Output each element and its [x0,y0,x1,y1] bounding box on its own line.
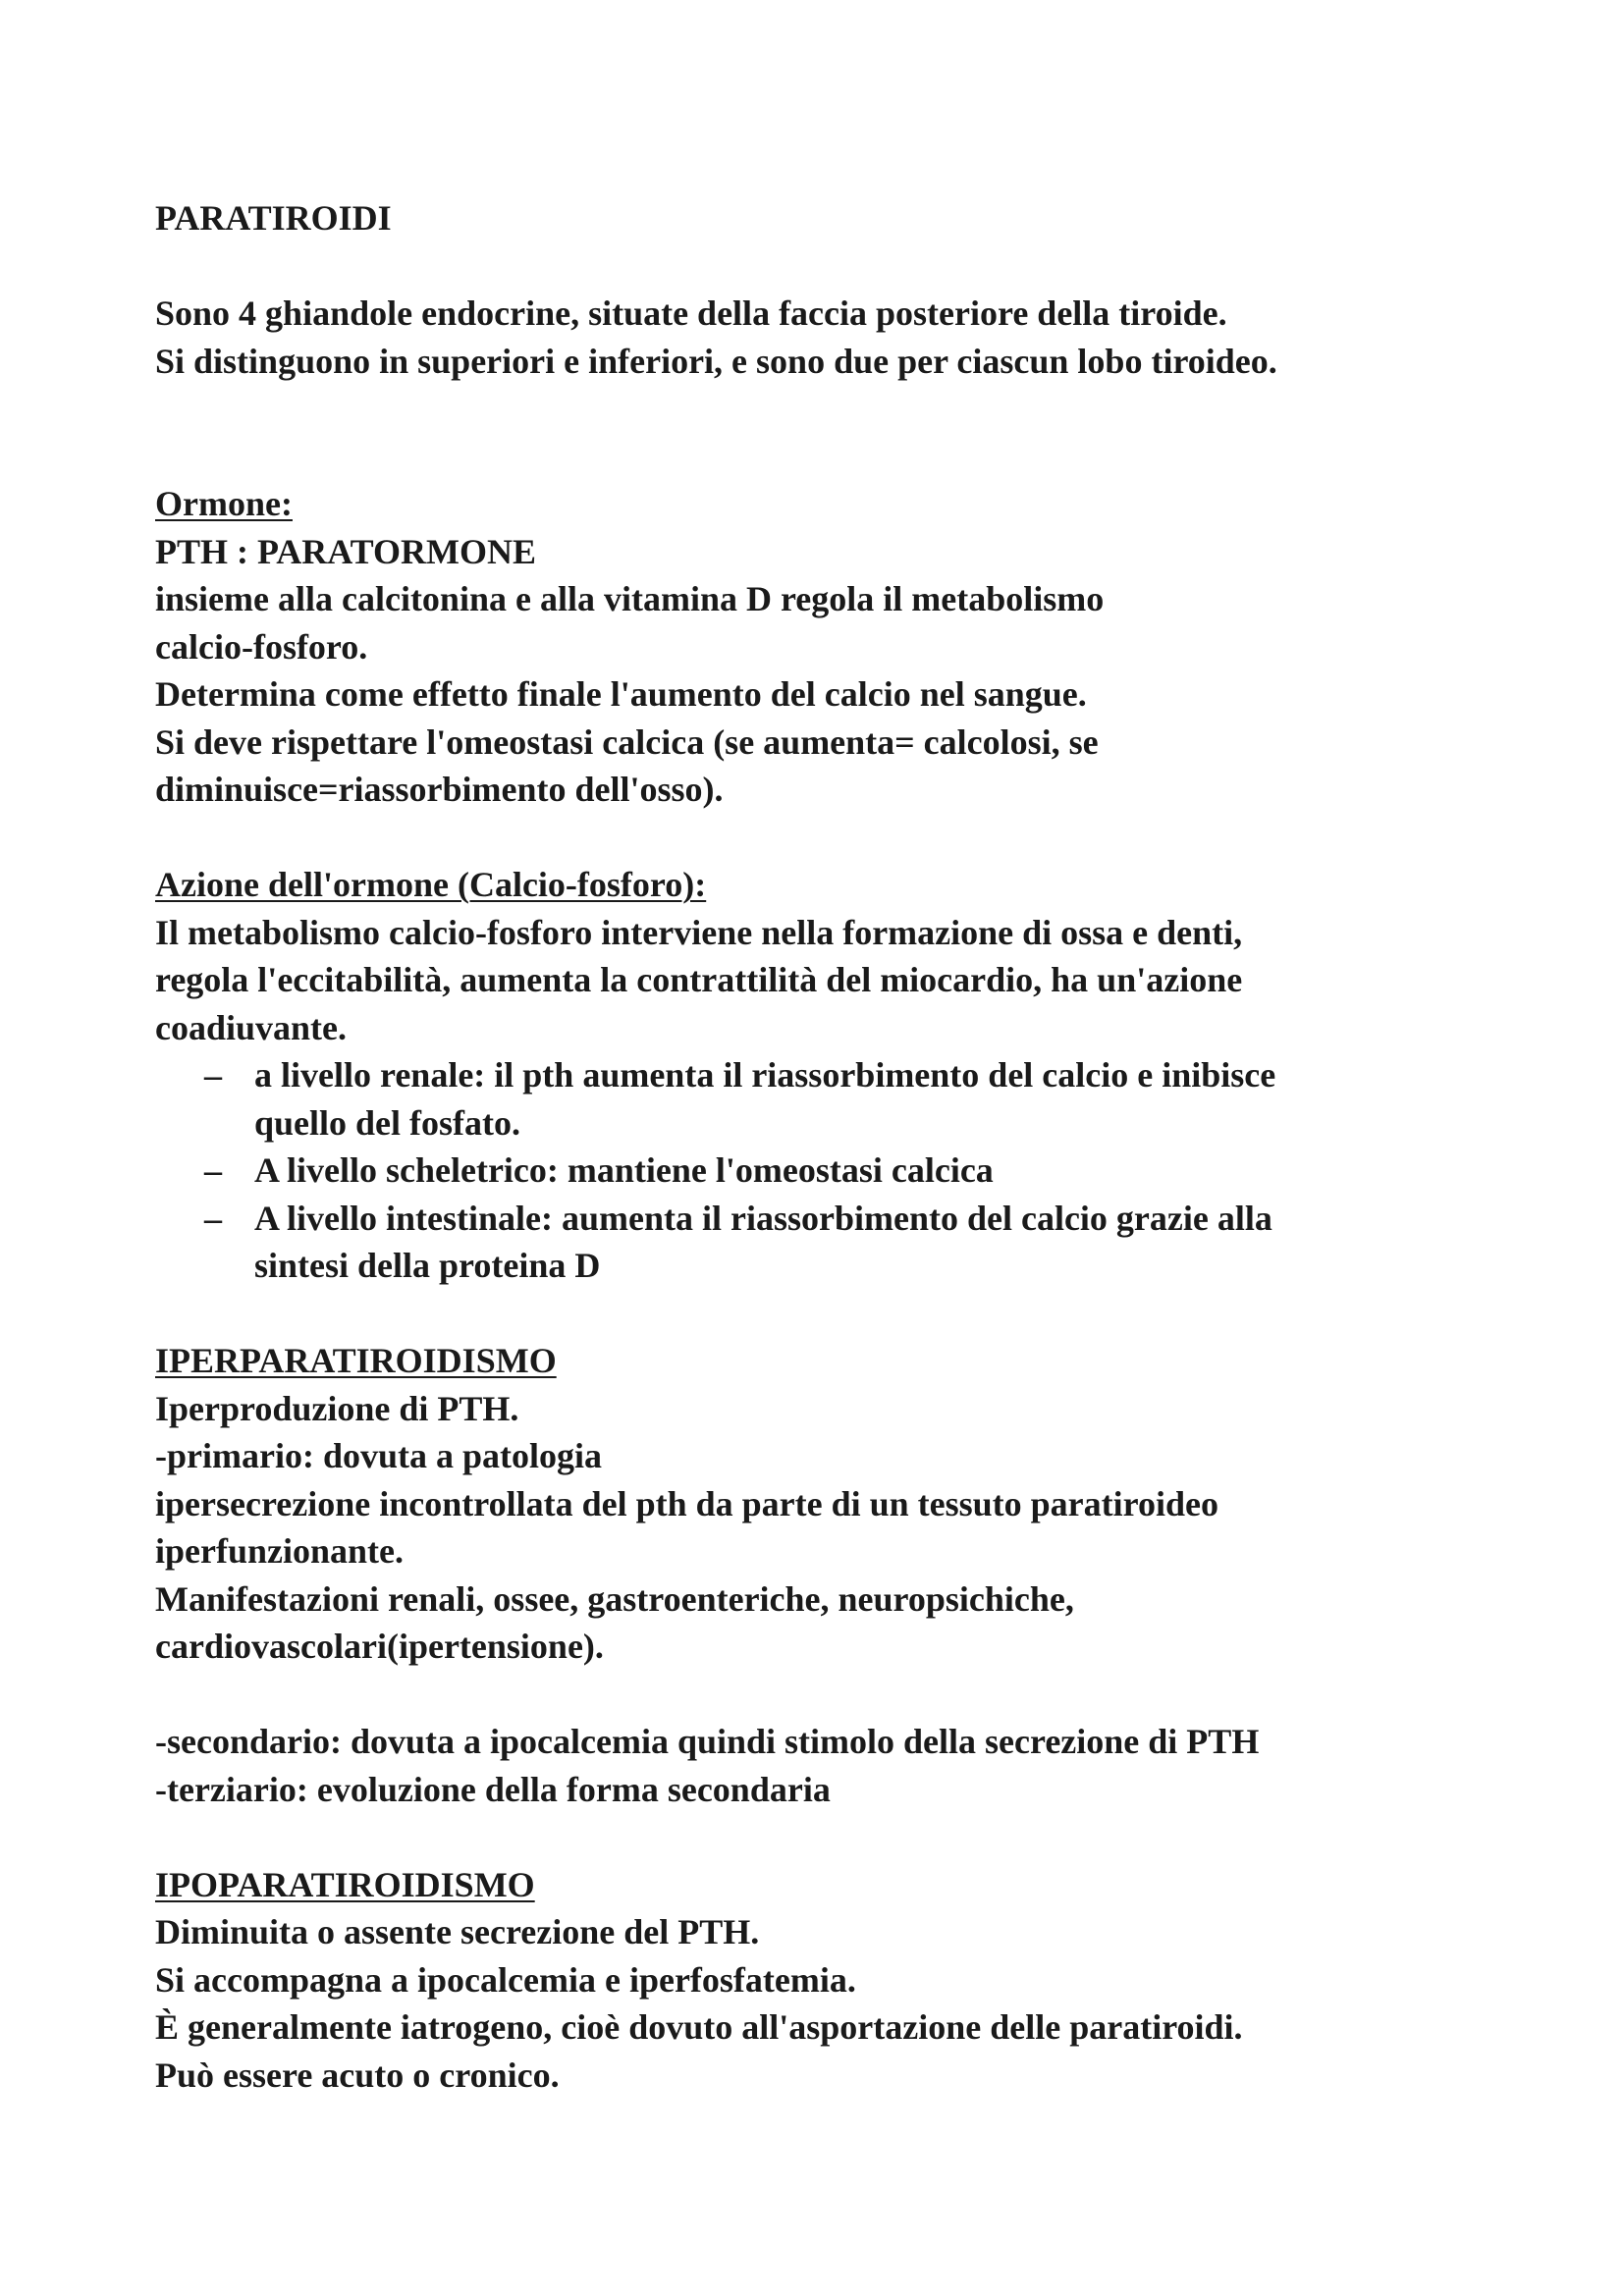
text-line: iperfunzionante. [155,1531,405,1571]
text-line: calcio-fosforo. [155,626,368,667]
document-title: PARATIROIDI [155,198,392,238]
section-heading: IPERPARATIROIDISMO [155,1341,557,1380]
text-line: sintesi della proteina D [254,1246,601,1285]
text-line: A livello scheletrico: mantiene l'omeostasi calcica [254,1150,994,1190]
section-heading: IPOPARATIROIDISMO [155,1864,535,1904]
section-heading: Ormone: [155,484,293,523]
dash-bullet: – [204,1198,222,1238]
action-section [155,861,1471,1290]
spacer [155,242,1471,291]
text-line: Può essere acuto o cronico. [155,2055,560,2095]
hyperparathyroidism-section [155,1337,1471,1813]
list-item [155,1147,1471,1195]
intro-paragraph [155,290,1471,385]
text-line: Determina come effetto finale l'aumento del calcio nel sangue. [155,674,1087,714]
text-line: Manifestazioni renali, ossee, gastroenteriche, neuropsichiche, [155,1578,1074,1619]
text-line: regola l'eccitabilità, aumenta la contrattilità del miocardio, ha un'azione [155,960,1243,999]
spacer [155,1671,1471,1719]
text-line: quello del fosfato. [254,1102,521,1143]
spacer [155,1290,1471,1338]
text-line: a livello renale: il pth aumenta il riassorbimento del calcio e inibisce [254,1055,1276,1095]
text-line: È generalmente iatrogeno, cioè dovuto all'asportazione delle paratiroidi. [155,2007,1243,2047]
text-line: Si distinguono in superiori e inferiori, e sono due per ciascun lobo tiroideo. [155,341,1277,381]
hormone-section [155,480,1471,814]
hormone-name: PTH : PARATORMONE [155,531,536,571]
list-item [155,1195,1471,1290]
spacer [155,1813,1471,1861]
section-heading: Azione dell'ormone (Calcio-fosforo): [155,865,707,904]
text-line: Diminuita o assente secrezione del PTH. [155,1912,760,1951]
document-body [155,194,1471,2099]
action-bullet-list [155,1051,1471,1290]
text-line: diminuisce=riassorbimento dell'osso). [155,770,724,809]
text-line: cardiovascolari(ipertensione). [155,1627,604,1666]
dash-bullet: – [204,1150,222,1190]
text-line: insieme alla calcitonina e alla vitamina D regola il metabolismo [155,579,1105,618]
text-line: A livello intestinale: aumenta il riassorbimento del calcio grazie alla [254,1198,1272,1238]
text-line: Il metabolismo calcio-fosforo interviene nella formazione di ossa e denti, [155,912,1243,952]
text-line: -terziario: evoluzione della forma secondaria [155,1769,831,1809]
list-item [155,1051,1471,1147]
text-line: -secondario: dovuta a ipocalcemia quindi stimolo della secrezione di PTH [155,1722,1260,1761]
text-line: Si deve rispettare l'omeostasi calcica (se aumenta= calcolosi, se [155,721,1099,762]
dash-bullet: – [204,1055,222,1095]
text-line: Sono 4 ghiandole endocrine, situate della faccia posteriore della tiroide. [155,294,1227,333]
text-line: Iperproduzione di PTH. [155,1388,519,1428]
spacer [155,814,1471,862]
hypoparathyroidism-section [155,1861,1471,2100]
text-line: Si accompagna a ipocalcemia e iperfosfatemia. [155,1959,856,2000]
text-line: coadiuvante. [155,1007,348,1047]
text-line: -primario: dovuta a patologia [155,1436,602,1475]
text-line: ipersecrezione incontrollata del pth da parte di un tessuto paratiroideo [155,1483,1218,1523]
spacer [155,385,1471,480]
